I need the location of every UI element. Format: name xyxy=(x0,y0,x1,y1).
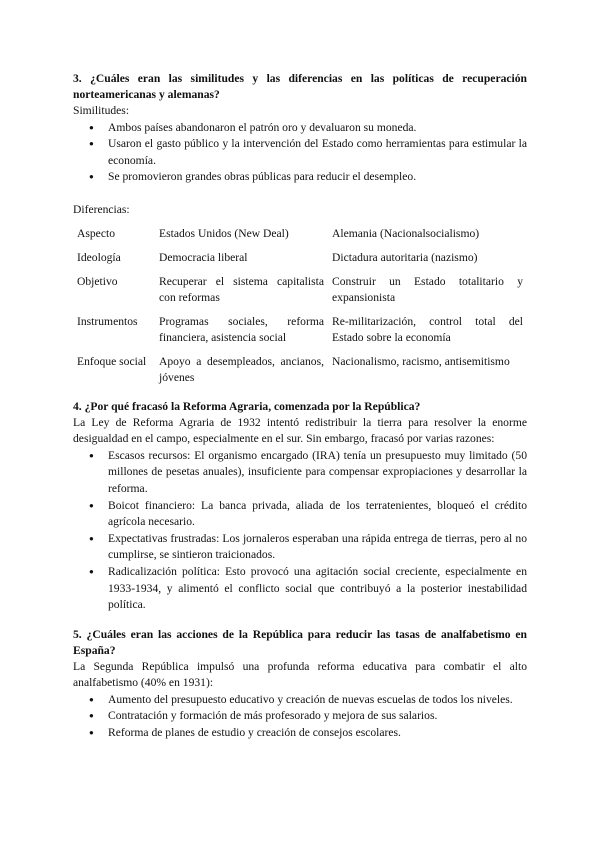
table-cell: Apoyo a desempleados, ancianos, jóvenes xyxy=(159,354,324,384)
table-header-cell: Aspecto xyxy=(77,226,115,240)
list-item: ● Escasos recursos: El organismo encargado (IRA) tenía un presupuesto muy limitado (50 millones de pesetas anuales), insuficiente para compensar expropiaciones y desarrollar la reforma. xyxy=(73,448,527,498)
table-row xyxy=(73,274,527,314)
diferencias-label: Diferencias: xyxy=(73,202,130,216)
table-row xyxy=(73,314,527,354)
list-item: ● Usaron el gasto público y la intervención del Estado como herramientas para estimular la economía. xyxy=(73,136,527,169)
table-cell: Programas sociales, reforma financiera, asistencia social xyxy=(159,314,324,344)
table-row xyxy=(73,354,527,386)
question-4-list xyxy=(73,448,527,614)
similitudes-label: Similitudes: xyxy=(73,104,130,117)
question-4-intro: La Ley de Reforma Agraria de 1932 intentó redistribuir la tierra para resolver la enorme desigualdad en el campo, especialmente en el sur. Sin embargo, fracasó por varias razones: xyxy=(73,415,527,446)
table-cell: Ideología xyxy=(77,250,121,264)
question-5-list xyxy=(73,692,527,742)
question-5-intro: La Segunda República impulsó una profunda reforma educativa para combatir el alto analfabetismo (40% en 1931): xyxy=(73,659,527,690)
table-header-cell: Estados Unidos (New Deal) xyxy=(159,226,289,240)
list-item: ● Ambos países abandonaron el patrón oro y devaluaron su moneda. xyxy=(73,120,527,137)
table-cell: Dictadura autoritaria (nazismo) xyxy=(332,250,478,264)
table-cell: Re-militarización, control total del Estado sobre la economía xyxy=(332,314,523,344)
question-3-heading: 3. ¿Cuáles eran las similitudes y las diferencias en las políticas de recuperación norteamericanas y alemanas? xyxy=(73,72,527,101)
table-cell: Instrumentos xyxy=(77,314,138,328)
document-page xyxy=(73,71,527,742)
table-row xyxy=(73,250,527,274)
comparison-table xyxy=(73,226,527,386)
question-4-heading: 4. ¿Por qué fracasó la Reforma Agraria, comenzada por la República? xyxy=(73,399,421,413)
list-item: ● Expectativas frustradas: Los jornaleros esperaban una rápida entrega de tierras, pero al no cumplirse, se sintieron traicionados. xyxy=(73,531,527,564)
table-cell: Democracia liberal xyxy=(159,250,248,264)
similitudes-list xyxy=(73,120,527,186)
table-cell: Enfoque social xyxy=(77,354,147,368)
table-header-cell: Alemania (Nacionalsocialismo) xyxy=(332,226,480,240)
list-item: ● Se promovieron grandes obras públicas para reducir el desempleo. xyxy=(73,169,527,186)
list-item: ● Contratación y formación de más profesorado y mejora de sus salarios. xyxy=(73,708,527,725)
list-item: ● Reforma de planes de estudio y creación de consejos escolares. xyxy=(73,725,527,742)
list-item: ● Aumento del presupuesto educativo y creación de nuevas escuelas de todos los niveles. xyxy=(73,692,527,709)
list-item: ● Boicot financiero: La banca privada, aliada de los terratenientes, bloqueó el crédito agrícola necesario. xyxy=(73,498,527,531)
table-cell: Construir un Estado totalitario y expansionista xyxy=(332,274,523,304)
table-cell: Nacionalismo, racismo, antisemitismo xyxy=(332,354,510,368)
question-5-heading: 5. ¿Cuáles eran las acciones de la República para reducir las tasas de analfabetismo en España? xyxy=(73,627,527,657)
list-item: ● Radicalización política: Esto provocó una agitación social creciente, especialmente en 1933-1934, y alimentó el conflicto social que contribuyó a la posterior inestabilidad política. xyxy=(73,564,527,614)
table-header-row xyxy=(73,226,527,250)
table-cell: Objetivo xyxy=(77,274,118,288)
table-cell: Recuperar el sistema capitalista con reformas xyxy=(159,274,324,304)
